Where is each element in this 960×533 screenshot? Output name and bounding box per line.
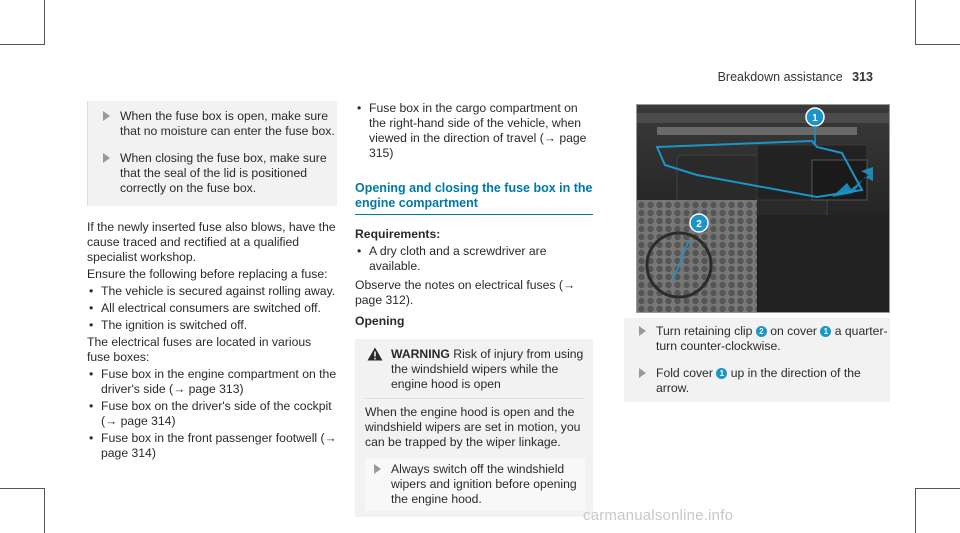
page-header [718, 70, 873, 85]
crop-mark [915, 0, 916, 45]
list-item: • Fuse box on the driver's side of the cockpit (→ page 314) [89, 399, 332, 428]
crop-mark [916, 488, 960, 489]
list-item: • Fuse box in the front passenger footwell (→ page 314) [89, 431, 337, 460]
list-item: • Fuse box in the cargo compartment on the right-hand side of the vehicle, when viewed in the direction of travel (→ page 315) [357, 101, 587, 160]
column-left [87, 101, 337, 463]
list-item: • A dry cloth and a screwdriver are available. [357, 244, 547, 273]
column-middle [355, 101, 593, 517]
callout-2: 2 [696, 219, 702, 230]
paragraph: Ensure the following before replacing a fuse: [87, 267, 328, 281]
list-item: • Fuse box in the engine compartment on the driver's side (→ page 313) [89, 367, 337, 396]
crop-mark [915, 488, 916, 533]
step-text: When the fuse box is open, make sure that no moisture can enter the fuse box. [120, 109, 335, 138]
warning-box [355, 339, 593, 517]
list-item: • The ignition is switched off. [89, 318, 248, 332]
warning-label: WARNING [391, 347, 450, 361]
warning-triangle-icon [367, 347, 383, 361]
crop-mark [44, 488, 45, 533]
list-item: • All electrical consumers are switched off. [89, 301, 321, 315]
instruction-step: Fold cover 1 up in the direction of the arrow. [630, 366, 890, 396]
step-text: When closing the fuse box, make sure that the seal of the lid is positioned correctly on the fuse box. [120, 151, 327, 195]
callout-badge: 2 [756, 326, 767, 337]
bullet-icon: • [89, 284, 94, 298]
fuse-box-list [355, 101, 593, 161]
instruction-box [624, 318, 890, 402]
warning-title: Risk of injury from using the windshield wipers while the engine hood is open [391, 347, 584, 391]
paragraph: The electrical fuses are located in various fuse boxes: [87, 335, 312, 364]
crop-mark [44, 0, 45, 45]
step-arrow-icon [103, 153, 110, 163]
engine-compartment-photo [636, 104, 890, 313]
warning-header [365, 347, 585, 392]
fuse-box-list [87, 367, 337, 461]
instruction-step [94, 151, 337, 196]
bullet-icon: • [357, 244, 362, 258]
instruction-step [94, 109, 337, 139]
step-arrow-icon [374, 464, 381, 474]
callout-badge: 1 [716, 368, 727, 379]
bullet-icon: • [89, 318, 94, 332]
step-arrow-icon [103, 111, 110, 121]
engine-illustration [637, 105, 889, 312]
instruction-box [87, 101, 337, 206]
callout-1: 1 [812, 113, 818, 124]
page-number: 313 [852, 70, 873, 84]
list-item: • The vehicle is secured against rolling away. [89, 284, 336, 298]
instruction-step: Turn retaining clip 2 on cover 1 a quarter-turn counter-clockwise. [630, 324, 890, 354]
step-arrow-icon [639, 326, 646, 336]
section-heading: Opening and closing the fuse box in the engine compartment [355, 181, 593, 215]
crop-mark [0, 44, 44, 45]
paragraph: Observe the notes on electrical fuses (→ page 312). [355, 278, 576, 307]
step-arrow-icon [639, 368, 646, 378]
subheading-opening: Opening [355, 314, 405, 328]
bullet-icon: • [89, 399, 94, 413]
column-right [624, 318, 890, 402]
bullet-icon: • [89, 301, 94, 315]
watermark: carmanualsonline.info [583, 507, 734, 524]
checklist [87, 284, 337, 333]
crop-mark [916, 44, 960, 45]
warning-divider [365, 398, 585, 399]
crop-mark [0, 488, 44, 489]
bullet-icon: • [89, 367, 94, 381]
bullet-icon: • [89, 431, 94, 445]
warning-text: When the engine hood is open and the windshield wipers are set in motion, you can be trapped by the wiper linkage. [365, 405, 581, 449]
paragraph: If the newly inserted fuse also blows, have the cause traced and rectified at a qualified specialist workshop. [87, 220, 336, 264]
warning-step [365, 458, 585, 511]
section-title: Breakdown assistance [717, 70, 843, 84]
requirements-list [355, 244, 593, 274]
bullet-icon: • [357, 101, 362, 115]
callout-badge: 1 [820, 326, 831, 337]
requirements-label: Requirements: [355, 227, 441, 241]
step-text: Always switch off the windshield wipers and ignition before opening the engine hood. [391, 462, 577, 506]
